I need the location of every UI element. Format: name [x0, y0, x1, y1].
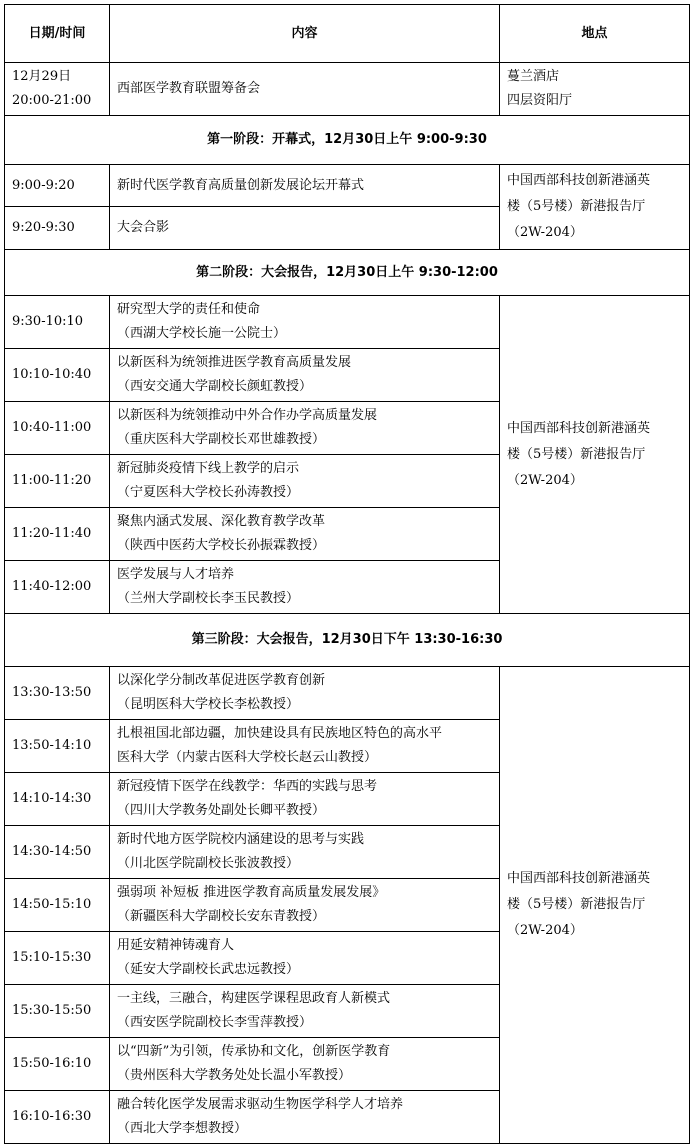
session-time: 14:50-15:10 [5, 879, 110, 932]
session-time: 16:10-16:30 [5, 1091, 110, 1144]
session-title: 医学发展与人才培养 [117, 567, 235, 582]
session-cell [110, 349, 500, 402]
session-cell [110, 932, 500, 985]
prep-date: 12月29日 [12, 69, 72, 84]
session-speaker: （重庆医科大学副校长邓世雄教授） [117, 432, 326, 447]
session-speaker: （西北大学李想教授） [117, 1121, 248, 1136]
venue-line-3: （2W-204） [507, 923, 583, 938]
session-cell [110, 296, 500, 349]
session-speaker: （宁夏医科大学校长孙涛教授） [117, 485, 300, 500]
session-title: 以新医科为统领推进医学教育高质量发展 [117, 355, 352, 370]
header-location: 地点 [500, 5, 690, 63]
prep-location-hall: 四层资阳厅 [507, 93, 573, 108]
session-speaker: （西湖大学校长施一公院士） [117, 326, 287, 341]
phase1-title: 第一阶段：开幕式，12月30日上午 9:00-9:30 [5, 116, 690, 165]
venue-line-1: 中国西部科技创新港涵英 [507, 871, 651, 886]
session-time: 11:00-11:20 [5, 455, 110, 508]
venue-line-1: 中国西部科技创新港涵英 [507, 173, 651, 188]
session-title: 新冠肺炎疫情下线上教学的启示 [117, 461, 300, 476]
session-time: 9:00-9:20 [5, 165, 110, 207]
venue-line-2: 楼（5号楼）新港报告厅 [507, 446, 646, 462]
table-row [5, 296, 690, 349]
session-title: 新时代地方医学院校内涵建设的思考与实践 [117, 832, 365, 847]
venue-line-1: 中国西部科技创新港涵英 [507, 420, 651, 436]
session-time: 10:10-10:40 [5, 349, 110, 402]
session-cell [110, 879, 500, 932]
prep-content: 西部医学教育联盟筹备会 [110, 63, 500, 116]
session-speaker: 医科大学（内蒙古医科大学校长赵云山教授） [117, 750, 378, 765]
session-time: 15:30-15:50 [5, 985, 110, 1038]
session-cell [110, 561, 500, 614]
phase1-header-row [5, 116, 690, 165]
session-title: 新时代医学教育高质量创新发展论坛开幕式 [110, 165, 500, 207]
session-speaker: （四川大学教务处副处长卿平教授） [117, 803, 326, 818]
session-cell [110, 826, 500, 879]
session-cell [110, 720, 500, 773]
venue-line-3: （2W-204） [507, 225, 583, 240]
session-title: 研究型大学的责任和使命 [117, 302, 261, 317]
session-title: 用延安精神铸魂育人 [117, 938, 235, 953]
session-time: 9:30-10:10 [5, 296, 110, 349]
table-row [5, 667, 690, 720]
session-cell [110, 985, 500, 1038]
session-title: 大会合影 [110, 207, 500, 250]
session-speaker: （延安大学副校长武忠远教授） [117, 962, 300, 977]
session-speaker: （贵州医科大学教务处处长温小军教授） [117, 1068, 352, 1083]
session-title: 一主线，三融合，构建医学课程思政育人新模式 [117, 991, 391, 1006]
session-speaker: （川北医学院副校长张波教授） [117, 856, 300, 871]
session-cell [110, 508, 500, 561]
session-speaker: （昆明医科大学校长李松教授） [117, 697, 300, 712]
phase3-header-row [5, 614, 690, 667]
session-cell [110, 1091, 500, 1144]
phase3-title: 第三阶段：大会报告，12月30日下午 13:30-16:30 [5, 614, 690, 667]
prep-location-cell [500, 63, 690, 116]
session-cell [110, 1038, 500, 1091]
venue-cell [500, 667, 690, 1144]
session-cell [110, 667, 500, 720]
header-date-time: 日期/时间 [5, 5, 110, 63]
session-title: 融合转化医学发展需求驱动生物医学科学人才培养 [117, 1097, 404, 1112]
venue-cell [500, 165, 690, 250]
header-content: 内容 [110, 5, 500, 63]
session-cell [110, 402, 500, 455]
session-time: 14:10-14:30 [5, 773, 110, 826]
venue-line-2: 楼（5号楼）新港报告厅 [507, 897, 646, 912]
session-time: 11:20-11:40 [5, 508, 110, 561]
table-row [5, 165, 690, 207]
venue-line-3: （2W-204） [507, 472, 583, 488]
session-time: 10:40-11:00 [5, 402, 110, 455]
session-title: 聚焦内涵式发展、深化教育教学改革 [117, 514, 326, 529]
venue-line-2: 楼（5号楼）新港报告厅 [507, 199, 646, 214]
session-time: 15:50-16:10 [5, 1038, 110, 1091]
session-speaker: （兰州大学副校长李玉民教授） [117, 591, 300, 606]
prep-datetime-cell [5, 63, 110, 116]
session-cell [110, 455, 500, 508]
venue-cell [500, 296, 690, 614]
session-time: 11:40-12:00 [5, 561, 110, 614]
session-title: 以“四新”为引领，传承协和文化，创新医学教育 [117, 1044, 391, 1059]
session-title: 以新医科为统领推动中外合作办学高质量发展 [117, 408, 378, 423]
schedule-table [4, 4, 690, 1144]
session-speaker: （西安交通大学副校长颜虹教授） [117, 379, 313, 394]
session-time: 9:20-9:30 [5, 207, 110, 250]
session-title: 以深化学分制改革促进医学教育创新 [117, 673, 326, 688]
session-speaker: （陕西中医药大学校长孙振霖教授） [117, 538, 326, 553]
prep-time: 20:00-21:00 [12, 93, 92, 108]
session-time: 15:10-15:30 [5, 932, 110, 985]
session-title: 强弱项 补短板 推进医学教育高质量发展发展》 [117, 885, 386, 900]
session-time: 13:30-13:50 [5, 667, 110, 720]
session-title: 扎根祖国北部边疆，加快建设具有民族地区特色的高水平 [117, 726, 443, 741]
session-title: 新冠疫情下医学在线教学：华西的实践与思考 [117, 779, 378, 794]
phase2-header-row [5, 250, 690, 296]
prep-row [5, 63, 690, 116]
header-row [5, 5, 690, 63]
prep-location-hotel: 蔓兰酒店 [507, 69, 560, 84]
session-time: 14:30-14:50 [5, 826, 110, 879]
session-speaker: （新疆医科大学副校长安东青教授） [117, 909, 326, 924]
session-time: 13:50-14:10 [5, 720, 110, 773]
session-cell [110, 773, 500, 826]
phase2-title: 第二阶段：大会报告，12月30日上午 9:30-12:00 [5, 250, 690, 296]
session-speaker: （西安医学院副校长李雪萍教授） [117, 1015, 313, 1030]
